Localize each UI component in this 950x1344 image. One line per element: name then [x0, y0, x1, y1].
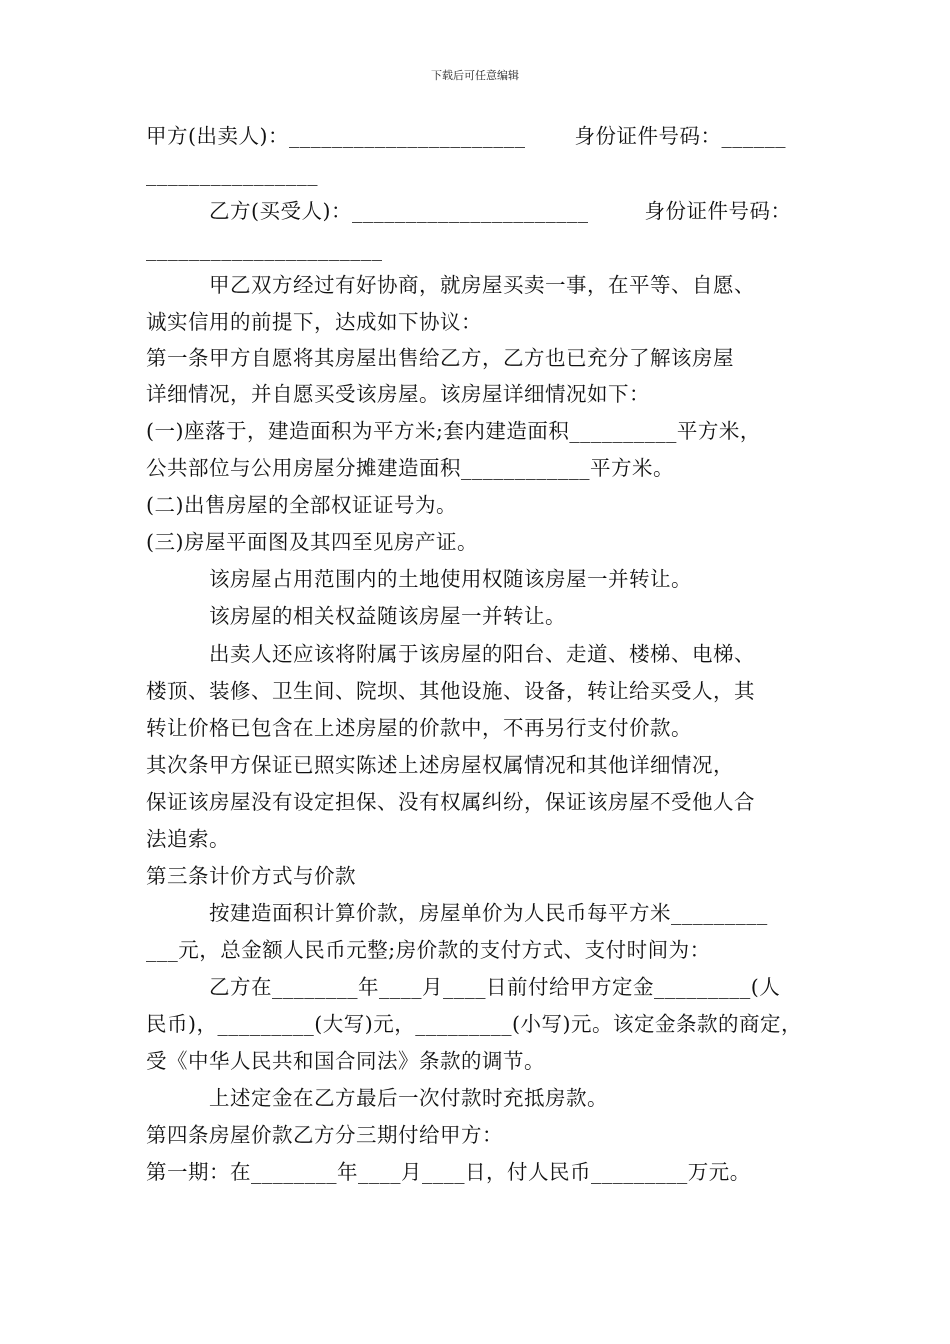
text-line: 第一条甲方自愿将其房屋出售给乙方，乙方也已充分了解该房屋: [146, 346, 734, 370]
text-line: 第一期：在________年____月____日，付人民币_________万元。: [146, 1160, 751, 1184]
text-line: 该房屋的相关权益随该房屋一并转让。: [146, 604, 566, 628]
text-line: 该房屋占用范围内的土地使用权随该房屋一并转让。: [146, 567, 692, 591]
text-line: 转让价格已包含在上述房屋的价款中，不再另行支付价款。: [146, 716, 692, 740]
text-line: (三)房屋平面图及其四至见房产证。: [146, 530, 478, 554]
text-line: 诚实信用的前提下，达成如下协议：: [146, 310, 482, 334]
page-header: 下载后可任意编辑: [431, 69, 519, 82]
text-line: 甲方(出卖人)：______________________ 身份证件号码：______: [146, 124, 787, 148]
text-line: 乙方在________年____月____日前付给甲方定金_________(人: [146, 975, 781, 999]
text-line: 详细情况，并自愿买受该房屋。该房屋详细情况如下：: [146, 382, 650, 406]
text-line: 其次条甲方保证已照实陈述上述房屋权属情况和其他详细情况，: [146, 753, 734, 777]
text-line: 乙方(买受人)：______________________ 身份证件号码：: [146, 199, 792, 223]
text-line: (一)座落于，建造面积为平方米;套内建造面积__________平方米，: [146, 419, 761, 443]
text-line: 甲乙双方经过有好协商，就房屋买卖一事，在平等、自愿、: [146, 273, 755, 297]
text-line: 保证该房屋没有设定担保、没有权属纠纷，保证该房屋不受他人合: [146, 790, 755, 814]
text-line: 民币)，_________(大写)元，_________(小写)元。该定金条款的商定，: [146, 1012, 802, 1036]
text-line: (二)出售房屋的全部权证证号为。: [146, 493, 457, 517]
text-line: ________________: [146, 162, 318, 186]
text-line: 第四条房屋价款乙方分三期付给甲方：: [146, 1123, 503, 1147]
text-line: 第三条计价方式与价款: [146, 864, 356, 888]
text-line: 公共部位与公用房屋分摊建造面积____________平方米。: [146, 456, 674, 480]
text-line: ___元，总金额人民币元整;房价款的支付方式、支付时间为：: [146, 938, 711, 962]
text-line: 按建造面积计算价款，房屋单价为人民币每平方米_________: [146, 901, 768, 925]
text-line: 出卖人还应该将附属于该房屋的阳台、走道、楼梯、电梯、: [146, 642, 755, 666]
text-line: 法追索。: [146, 827, 230, 851]
text-line: ______________________: [146, 237, 383, 261]
text-line: 受《中华人民共和国合同法》条款的调节。: [146, 1049, 545, 1073]
text-line: 楼顶、装修、卫生间、院坝、其他设施、设备，转让给买受人，其: [146, 679, 755, 703]
text-line: 上述定金在乙方最后一次付款时充抵房款。: [146, 1086, 608, 1110]
